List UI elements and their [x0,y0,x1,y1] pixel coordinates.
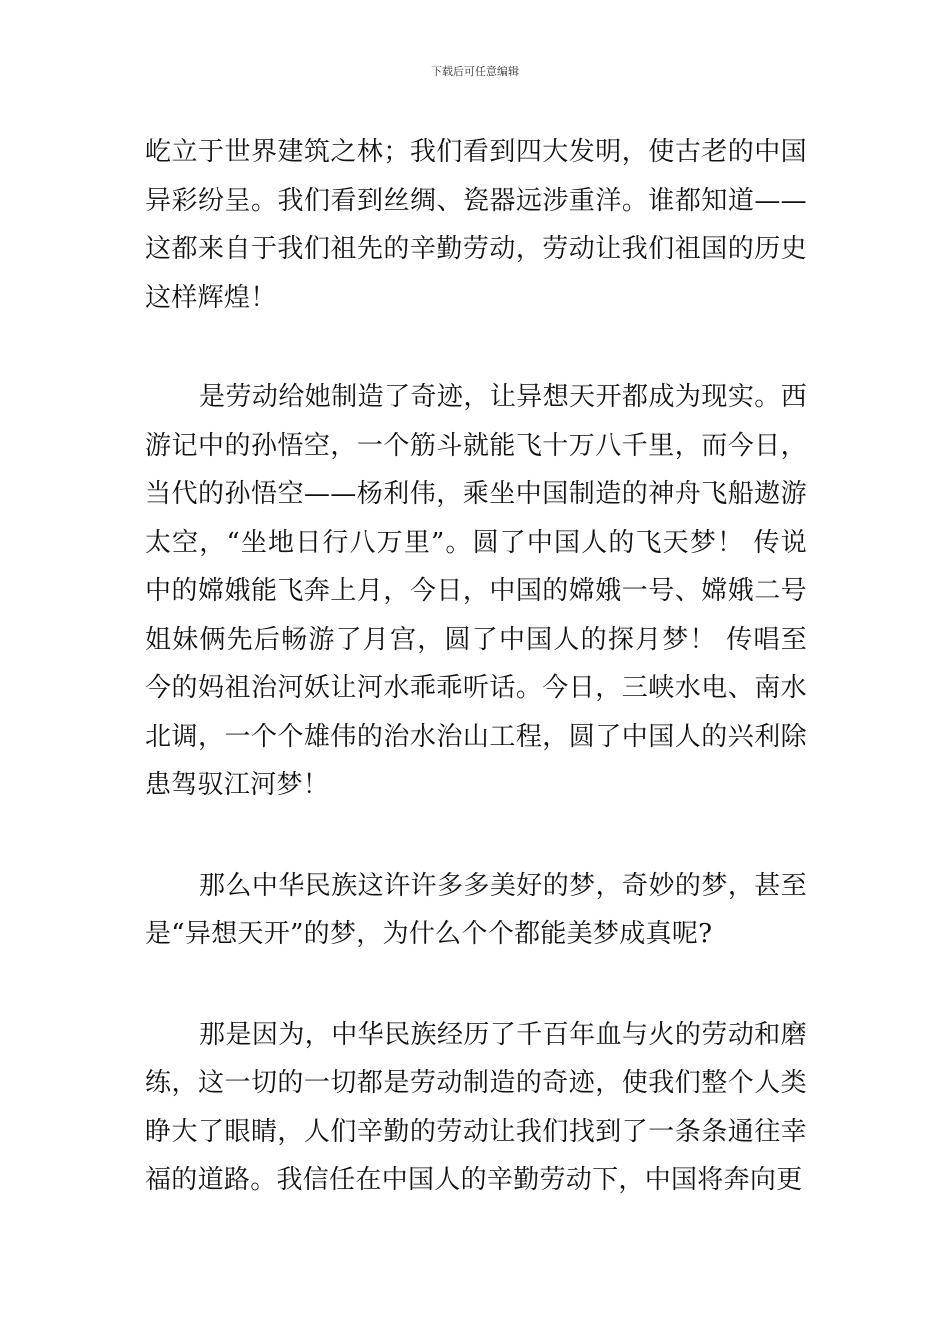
page-header-note: 下载后可任意编辑 [431,65,519,78]
paragraph-labor-miracles: 是劳动给她制造了奇迹，让异想天开都成为现实。西游记中的孙悟空，一个筋斗就能飞十万八千里，而今日，当代的孙悟空——杨利伟，乘坐中国制造的神舟飞船遨游太空，“坐地日行八万里”。圆了中国人的飞天梦！ 传说中的嫦娥能飞奔上月，今日，中国的嫦娥一号、嫦娥二号姐妹俩先后畅游了月宫，圆了中国人的探月梦！ 传唱至今的妈祖治河妖让河水乖乖听话。今日，三峡水电、南水北调，一个个雄伟的治水治山工程，圆了中国人的兴利除患驾驭江河梦！ [145,382,807,800]
paragraph-reason: 那是因为，中华民族经历了千百年血与火的劳动和磨练，这一切的一切都是劳动制造的奇迹，使我们整个人类睁大了眼睛，人们辛勤的劳动让我们找到了一条条通往幸福的道路。我信任在中国人的辛勤劳动下，中国将奔向更 [145,1019,807,1195]
document-body [145,128,807,1205]
paragraph-dreams-question: 那么中华民族这许许多多美好的梦，奇妙的梦，甚至是“异想天开”的梦，为什么个个都能美梦成真呢? [145,870,807,949]
paragraph-continued: 屹立于世界建筑之林；我们看到四大发明，使古老的中国异彩纷呈。我们看到丝绸、瓷器远涉重洋。谁都知道——这都来自于我们祖先的辛勤劳动，劳动让我们祖国的历史这样辉煌！ [145,137,807,313]
